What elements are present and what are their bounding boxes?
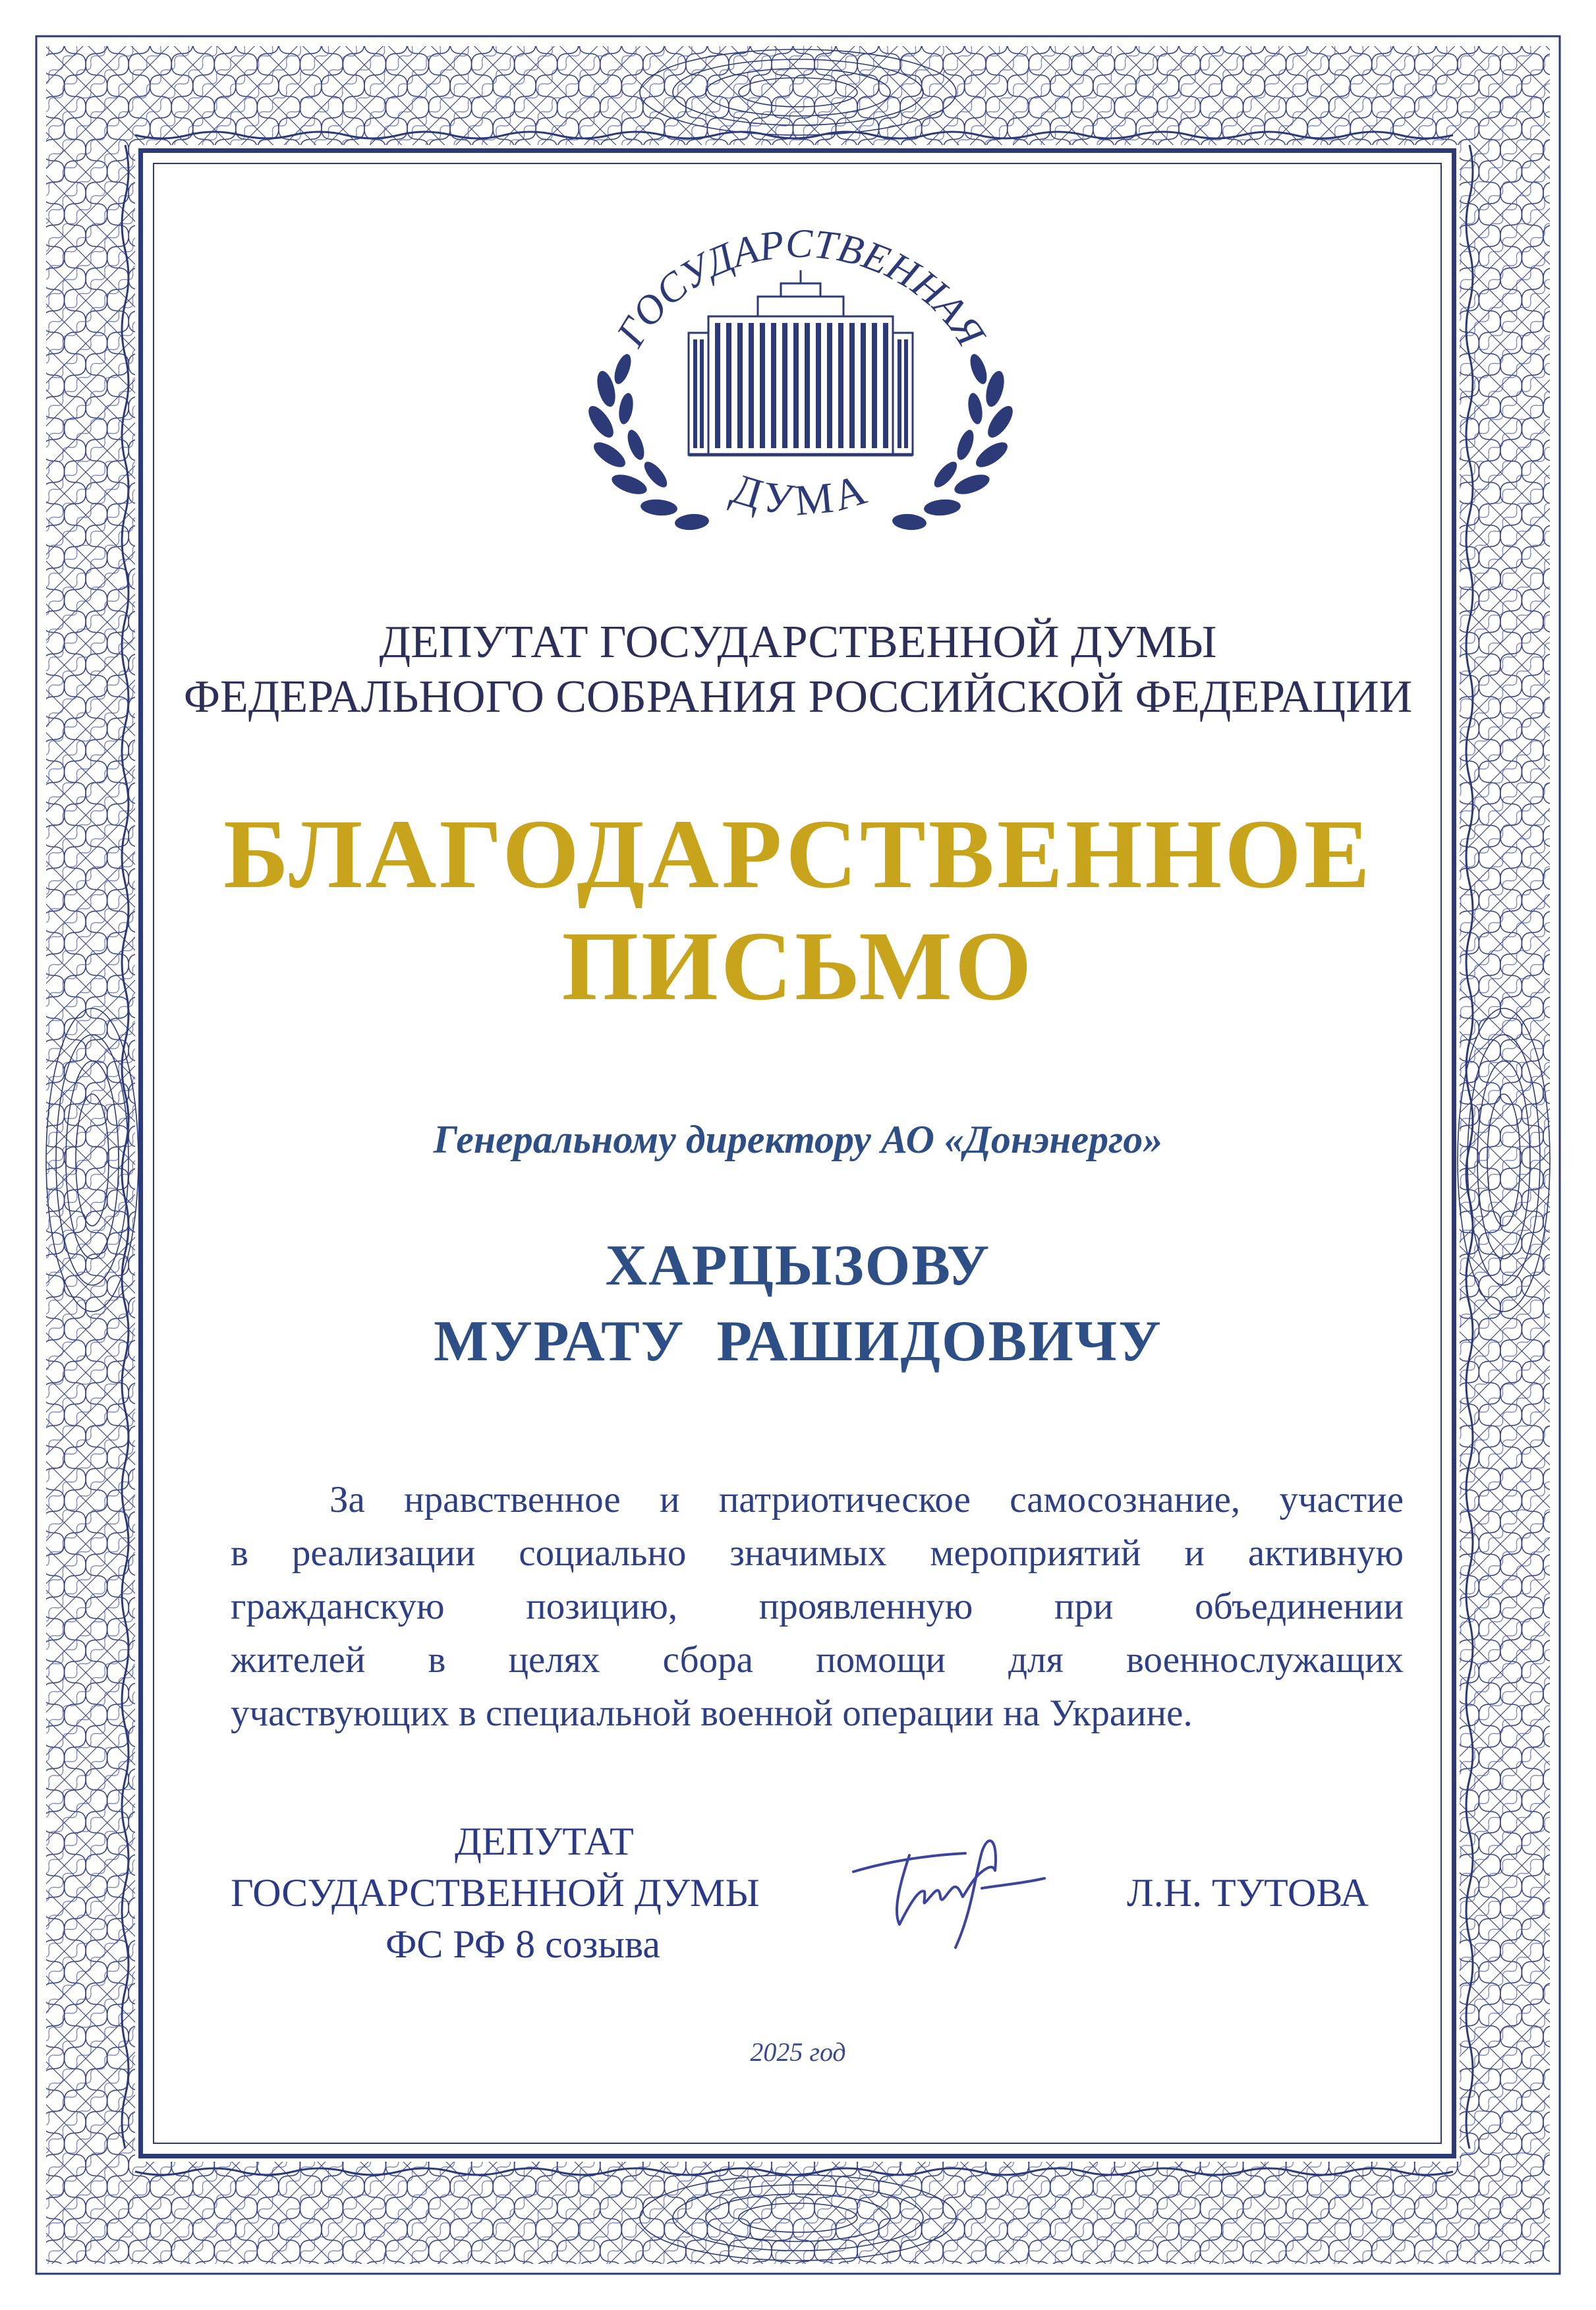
signatory-role-line-1: ДЕПУТАТ: [455, 1820, 634, 1863]
issuer-line-1: ДЕПУТАТ ГОСУДАРСТВЕННОЙ ДУМЫ: [379, 617, 1217, 668]
laurel-right-icon: [892, 352, 1017, 531]
body-line: в реализации социально значимых мероприятий и активную: [231, 1532, 1404, 1574]
signatory-role-line-3: ФС РФ 8 созыва: [385, 1922, 660, 1966]
recipient-given-names: МУРАТУ РАШИДОВИЧУ: [434, 1310, 1162, 1373]
emblem-arc-bottom: ДУМА: [726, 464, 876, 525]
signatory-name: Л.Н. ТУТОВА: [1127, 1871, 1369, 1915]
handwritten-signature: [847, 1826, 1077, 1957]
issuer-line-2: ФЕДЕРАЛЬНОГО СОБРАНИЯ РОССИЙСКОЙ ФЕДЕРАЦИИ: [183, 672, 1413, 722]
laurel-left-icon: [584, 352, 710, 531]
state-duma-emblem: [560, 217, 1041, 560]
body-line: За нравственное и патриотическое самосознание, участие: [329, 1479, 1404, 1520]
document-title-line-1: БЛАГОДАРСТВЕННОЕ: [223, 799, 1373, 909]
issue-year: 2025 год: [750, 2037, 846, 2067]
body-line: жителей в целях сбора помощи для военнослужащих: [231, 1639, 1404, 1681]
body-paragraph: [231, 1473, 1404, 1740]
signatory-role-line-2: ГОСУДАРСТВЕННОЙ ДУМЫ: [231, 1871, 760, 1915]
document-title-line-2: ПИСЬМО: [561, 911, 1035, 1021]
duma-building-icon: [689, 270, 913, 455]
recipient-position: Генеральному директору АО «Донэнерго»: [433, 1118, 1163, 1161]
emblem-arc-top: ГОСУДАРСТВЕННАЯ: [608, 221, 993, 355]
recipient-surname: ХАРЦЫЗОВУ: [605, 1234, 991, 1298]
body-line: гражданскую позицию, проявленную при объединении: [231, 1586, 1404, 1627]
body-line: участвующих в специальной военной операции на Украине.: [231, 1692, 1193, 1734]
